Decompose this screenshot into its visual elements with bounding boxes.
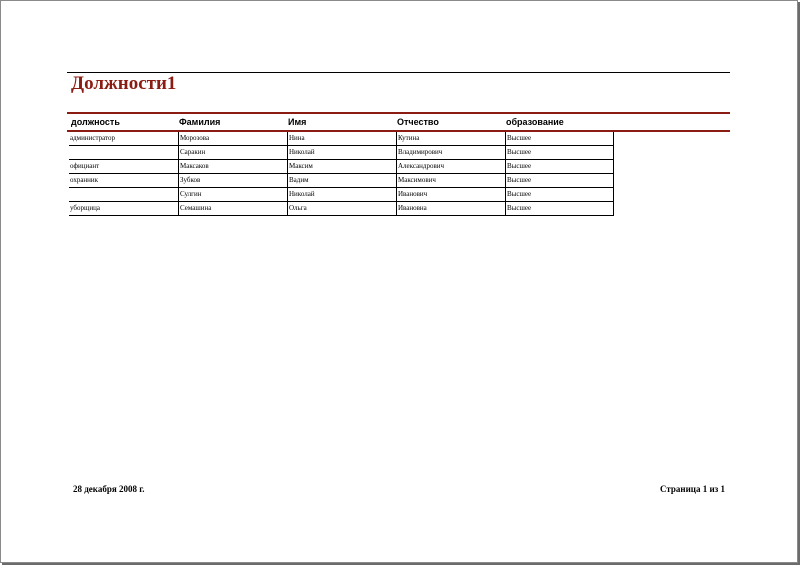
position-cell [69, 146, 178, 159]
position-cell: уборщица [70, 204, 100, 212]
column-header-last-name: Фамилия [179, 117, 221, 127]
report-table [69, 132, 614, 216]
education-cell: Высшее [505, 132, 614, 145]
table-row [69, 146, 614, 160]
last-name-cell: Саракин [178, 146, 287, 159]
column-header-education: образование [506, 117, 564, 127]
position-cell: официант [70, 162, 100, 170]
header-top-rule [67, 112, 730, 114]
first-name-cell: Максим [287, 160, 396, 173]
report-title: Должности1 [71, 73, 177, 94]
patronymic-cell: Владимирович [396, 146, 505, 159]
column-header-first-name: Имя [288, 117, 307, 127]
table-row [69, 174, 614, 188]
column-header-patronymic: Отчество [397, 117, 439, 127]
position-cell: администратор [70, 134, 115, 142]
last-name-cell: Морозова [178, 132, 287, 145]
education-cell: Высшее [505, 202, 614, 215]
table-row [69, 202, 614, 216]
table-row [69, 188, 614, 202]
column-header-position: должность [71, 117, 120, 127]
footer-page-number: Страница 1 из 1 [659, 484, 725, 494]
patronymic-cell: Ивановна [396, 202, 505, 215]
last-name-cell: Сулгин [178, 188, 287, 201]
first-name-cell: Николай [287, 188, 396, 201]
last-name-cell: Зубков [178, 174, 287, 187]
education-cell: Высшее [505, 188, 614, 201]
patronymic-cell: Иванович [396, 188, 505, 201]
last-name-cell: Семашина [178, 202, 287, 215]
first-name-cell: Ольга [287, 202, 396, 215]
patronymic-cell: Александрович [396, 160, 505, 173]
first-name-cell: Нина [287, 132, 396, 145]
education-cell: Высшее [505, 174, 614, 187]
table-row [69, 132, 614, 146]
last-name-cell: Максаков [178, 160, 287, 173]
education-cell: Высшее [505, 160, 614, 173]
table-row [69, 160, 614, 174]
patronymic-cell: Кутина [396, 132, 505, 145]
position-cell: охранник [70, 176, 99, 184]
first-name-cell: Вадим [287, 174, 396, 187]
first-name-cell: Николай [287, 146, 396, 159]
footer-date: 28 декабря 2008 г. [73, 484, 145, 494]
patronymic-cell: Максимович [396, 174, 505, 187]
education-cell: Высшее [505, 146, 614, 159]
position-cell [69, 188, 178, 201]
